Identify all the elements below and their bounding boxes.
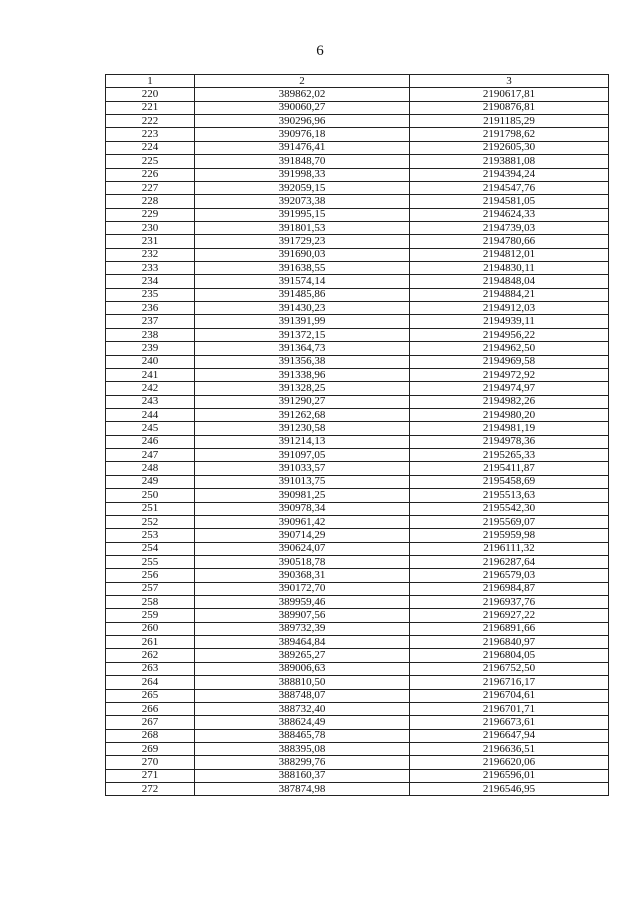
cell-point-number: 272: [106, 783, 195, 796]
cell-point-number: 220: [106, 88, 195, 101]
table-row: [106, 555, 609, 568]
cell-x-coordinate: 391262,68: [195, 408, 410, 421]
cell-x-coordinate: 391574,14: [195, 275, 410, 288]
table-row: [106, 101, 609, 114]
table-row: [106, 208, 609, 221]
cell-y-coordinate: 2194980,20: [410, 408, 609, 421]
cell-x-coordinate: 391485,86: [195, 288, 410, 301]
cell-x-coordinate: 388748,07: [195, 689, 410, 702]
cell-y-coordinate: 2194981,19: [410, 422, 609, 435]
table-row: [106, 88, 609, 101]
cell-point-number: 254: [106, 542, 195, 555]
cell-x-coordinate: 388395,08: [195, 742, 410, 755]
cell-point-number: 225: [106, 155, 195, 168]
cell-x-coordinate: 388732,40: [195, 702, 410, 715]
cell-x-coordinate: 391430,23: [195, 302, 410, 315]
table-row: [106, 248, 609, 261]
cell-x-coordinate: 390296,96: [195, 115, 410, 128]
table-row: [106, 435, 609, 448]
cell-x-coordinate: 391372,15: [195, 328, 410, 341]
cell-x-coordinate: 391998,33: [195, 168, 410, 181]
cell-point-number: 259: [106, 609, 195, 622]
page-number: 6: [316, 43, 324, 59]
cell-y-coordinate: 2194912,03: [410, 302, 609, 315]
cell-point-number: 268: [106, 729, 195, 742]
table-row: [106, 569, 609, 582]
cell-point-number: 257: [106, 582, 195, 595]
table-row: [106, 636, 609, 649]
cell-x-coordinate: 389907,56: [195, 609, 410, 622]
cell-x-coordinate: 390961,42: [195, 515, 410, 528]
cell-y-coordinate: 2196716,17: [410, 676, 609, 689]
cell-point-number: 239: [106, 342, 195, 355]
cell-y-coordinate: 2196937,76: [410, 596, 609, 609]
cell-point-number: 260: [106, 622, 195, 635]
cell-y-coordinate: 2196647,94: [410, 729, 609, 742]
cell-y-coordinate: 2196596,01: [410, 769, 609, 782]
cell-point-number: 242: [106, 382, 195, 395]
table-row: [106, 542, 609, 555]
cell-x-coordinate: 388465,78: [195, 729, 410, 742]
cell-point-number: 227: [106, 181, 195, 194]
cell-y-coordinate: 2196704,61: [410, 689, 609, 702]
cell-point-number: 250: [106, 489, 195, 502]
cell-y-coordinate: 2192605,30: [410, 141, 609, 154]
table-row: [106, 368, 609, 381]
cell-y-coordinate: 2194974,97: [410, 382, 609, 395]
table-row: [106, 408, 609, 421]
cell-point-number: 244: [106, 408, 195, 421]
table-row: [106, 742, 609, 755]
table-row: [106, 716, 609, 729]
cell-point-number: 224: [106, 141, 195, 154]
cell-point-number: 223: [106, 128, 195, 141]
cell-x-coordinate: 392073,38: [195, 195, 410, 208]
cell-y-coordinate: 2194978,36: [410, 435, 609, 448]
cell-x-coordinate: 391356,38: [195, 355, 410, 368]
cell-y-coordinate: 2196546,95: [410, 783, 609, 796]
cell-y-coordinate: 2191185,29: [410, 115, 609, 128]
cell-y-coordinate: 2196752,50: [410, 662, 609, 675]
cell-x-coordinate: 391033,57: [195, 462, 410, 475]
cell-y-coordinate: 2195569,07: [410, 515, 609, 528]
cell-y-coordinate: 2195458,69: [410, 475, 609, 488]
cell-x-coordinate: 392059,15: [195, 181, 410, 194]
cell-y-coordinate: 2194962,50: [410, 342, 609, 355]
cell-x-coordinate: 388624,49: [195, 716, 410, 729]
table-row: [106, 342, 609, 355]
cell-y-coordinate: 2195513,63: [410, 489, 609, 502]
cell-y-coordinate: 2194972,92: [410, 368, 609, 381]
cell-point-number: 249: [106, 475, 195, 488]
table-row: [106, 689, 609, 702]
cell-x-coordinate: 391214,13: [195, 435, 410, 448]
table-row: [106, 195, 609, 208]
cell-point-number: 271: [106, 769, 195, 782]
cell-x-coordinate: 389862,02: [195, 88, 410, 101]
cell-y-coordinate: 2194848,04: [410, 275, 609, 288]
cell-x-coordinate: 391638,55: [195, 262, 410, 275]
cell-x-coordinate: 390368,31: [195, 569, 410, 582]
cell-x-coordinate: 389006,63: [195, 662, 410, 675]
cell-x-coordinate: 389265,27: [195, 649, 410, 662]
cell-point-number: 251: [106, 502, 195, 515]
cell-x-coordinate: 391690,03: [195, 248, 410, 261]
cell-y-coordinate: 2194394,24: [410, 168, 609, 181]
cell-x-coordinate: 391230,58: [195, 422, 410, 435]
cell-point-number: 240: [106, 355, 195, 368]
table-row: [106, 141, 609, 154]
cell-point-number: 252: [106, 515, 195, 528]
cell-point-number: 245: [106, 422, 195, 435]
cell-y-coordinate: 2194956,22: [410, 328, 609, 341]
cell-y-coordinate: 2196111,32: [410, 542, 609, 555]
cell-x-coordinate: 390624,07: [195, 542, 410, 555]
cell-point-number: 243: [106, 395, 195, 408]
cell-y-coordinate: 2196701,71: [410, 702, 609, 715]
table-row: [106, 288, 609, 301]
cell-y-coordinate: 2193881,08: [410, 155, 609, 168]
cell-x-coordinate: 391476,41: [195, 141, 410, 154]
cell-point-number: 258: [106, 596, 195, 609]
table-row: [106, 262, 609, 275]
cell-y-coordinate: 2190617,81: [410, 88, 609, 101]
header-cell-point-number: 1: [106, 75, 195, 88]
cell-y-coordinate: 2196891,66: [410, 622, 609, 635]
table-header: [106, 75, 609, 88]
table-row: [106, 582, 609, 595]
cell-y-coordinate: 2196984,87: [410, 582, 609, 595]
table-row: [106, 515, 609, 528]
cell-y-coordinate: 2196927,22: [410, 609, 609, 622]
cell-point-number: 226: [106, 168, 195, 181]
cell-point-number: 246: [106, 435, 195, 448]
cell-y-coordinate: 2196673,61: [410, 716, 609, 729]
table-row: [106, 275, 609, 288]
table-row: [106, 729, 609, 742]
cell-y-coordinate: 2196804,05: [410, 649, 609, 662]
cell-y-coordinate: 2194812,01: [410, 248, 609, 261]
cell-x-coordinate: 390978,34: [195, 502, 410, 515]
table-body: [106, 88, 609, 796]
cell-x-coordinate: 388160,37: [195, 769, 410, 782]
table-row: [106, 609, 609, 622]
cell-x-coordinate: 391801,53: [195, 221, 410, 234]
cell-y-coordinate: 2194982,26: [410, 395, 609, 408]
table-row: [106, 315, 609, 328]
cell-x-coordinate: 391729,23: [195, 235, 410, 248]
cell-point-number: 263: [106, 662, 195, 675]
table-row: [106, 128, 609, 141]
cell-point-number: 267: [106, 716, 195, 729]
cell-y-coordinate: 2196620,06: [410, 756, 609, 769]
header-cell-x: 2: [195, 75, 410, 88]
table-row: [106, 756, 609, 769]
table-row: [106, 649, 609, 662]
table-row: [106, 449, 609, 462]
cell-point-number: 232: [106, 248, 195, 261]
cell-y-coordinate: 2196287,64: [410, 555, 609, 568]
cell-point-number: 236: [106, 302, 195, 315]
cell-point-number: 253: [106, 529, 195, 542]
cell-x-coordinate: 390060,27: [195, 101, 410, 114]
cell-point-number: 262: [106, 649, 195, 662]
cell-x-coordinate: 390172,70: [195, 582, 410, 595]
cell-y-coordinate: 2194969,58: [410, 355, 609, 368]
cell-y-coordinate: 2194780,66: [410, 235, 609, 248]
cell-point-number: 221: [106, 101, 195, 114]
cell-point-number: 235: [106, 288, 195, 301]
cell-y-coordinate: 2194830,11: [410, 262, 609, 275]
cell-x-coordinate: 390981,25: [195, 489, 410, 502]
cell-point-number: 241: [106, 368, 195, 381]
table-row: [106, 662, 609, 675]
table-row: [106, 395, 609, 408]
cell-point-number: 247: [106, 449, 195, 462]
cell-x-coordinate: 388299,76: [195, 756, 410, 769]
cell-y-coordinate: 2194739,03: [410, 221, 609, 234]
cell-y-coordinate: 2195542,30: [410, 502, 609, 515]
cell-point-number: 234: [106, 275, 195, 288]
cell-point-number: 266: [106, 702, 195, 715]
cell-point-number: 269: [106, 742, 195, 755]
table-row: [106, 769, 609, 782]
table-row: [106, 529, 609, 542]
table-row: [106, 676, 609, 689]
cell-y-coordinate: 2196840,97: [410, 636, 609, 649]
cell-x-coordinate: 391328,25: [195, 382, 410, 395]
cell-point-number: 261: [106, 636, 195, 649]
cell-y-coordinate: 2194884,21: [410, 288, 609, 301]
cell-point-number: 229: [106, 208, 195, 221]
table-row: [106, 422, 609, 435]
cell-x-coordinate: 391848,70: [195, 155, 410, 168]
cell-x-coordinate: 389732,39: [195, 622, 410, 635]
cell-y-coordinate: 2195959,98: [410, 529, 609, 542]
cell-point-number: 222: [106, 115, 195, 128]
coordinates-table: [105, 74, 609, 796]
cell-point-number: 270: [106, 756, 195, 769]
table-row: [106, 168, 609, 181]
cell-y-coordinate: 2191798,62: [410, 128, 609, 141]
cell-x-coordinate: 391338,96: [195, 368, 410, 381]
table-row: [106, 382, 609, 395]
cell-y-coordinate: 2194547,76: [410, 181, 609, 194]
cell-y-coordinate: 2194581,05: [410, 195, 609, 208]
header-cell-y: 3: [410, 75, 609, 88]
cell-x-coordinate: 390714,29: [195, 529, 410, 542]
cell-point-number: 228: [106, 195, 195, 208]
table-row: [106, 462, 609, 475]
cell-x-coordinate: 389464,84: [195, 636, 410, 649]
cell-y-coordinate: 2194624,33: [410, 208, 609, 221]
table-row: [106, 355, 609, 368]
cell-x-coordinate: 389959,46: [195, 596, 410, 609]
cell-x-coordinate: 391290,27: [195, 395, 410, 408]
table-row: [106, 783, 609, 796]
cell-point-number: 231: [106, 235, 195, 248]
cell-x-coordinate: 388810,50: [195, 676, 410, 689]
cell-x-coordinate: 391995,15: [195, 208, 410, 221]
cell-point-number: 264: [106, 676, 195, 689]
table-row: [106, 702, 609, 715]
header-row: [106, 75, 609, 88]
cell-y-coordinate: 2196636,51: [410, 742, 609, 755]
table-row: [106, 302, 609, 315]
table-row: [106, 596, 609, 609]
table-row: [106, 155, 609, 168]
cell-point-number: 238: [106, 328, 195, 341]
cell-x-coordinate: 391097,05: [195, 449, 410, 462]
cell-point-number: 237: [106, 315, 195, 328]
table-row: [106, 235, 609, 248]
cell-y-coordinate: 2195265,33: [410, 449, 609, 462]
table-row: [106, 328, 609, 341]
cell-y-coordinate: 2194939,11: [410, 315, 609, 328]
cell-point-number: 230: [106, 221, 195, 234]
cell-point-number: 248: [106, 462, 195, 475]
table-row: [106, 475, 609, 488]
cell-x-coordinate: 391391,99: [195, 315, 410, 328]
cell-x-coordinate: 391364,73: [195, 342, 410, 355]
cell-point-number: 265: [106, 689, 195, 702]
table-row: [106, 115, 609, 128]
cell-y-coordinate: 2190876,81: [410, 101, 609, 114]
table-row: [106, 502, 609, 515]
cell-x-coordinate: 390518,78: [195, 555, 410, 568]
cell-point-number: 256: [106, 569, 195, 582]
table-row: [106, 221, 609, 234]
cell-x-coordinate: 391013,75: [195, 475, 410, 488]
table-row: [106, 181, 609, 194]
cell-x-coordinate: 390976,18: [195, 128, 410, 141]
cell-point-number: 255: [106, 555, 195, 568]
table-row: [106, 489, 609, 502]
cell-y-coordinate: 2195411,87: [410, 462, 609, 475]
cell-y-coordinate: 2196579,03: [410, 569, 609, 582]
cell-point-number: 233: [106, 262, 195, 275]
cell-x-coordinate: 387874,98: [195, 783, 410, 796]
table-row: [106, 622, 609, 635]
